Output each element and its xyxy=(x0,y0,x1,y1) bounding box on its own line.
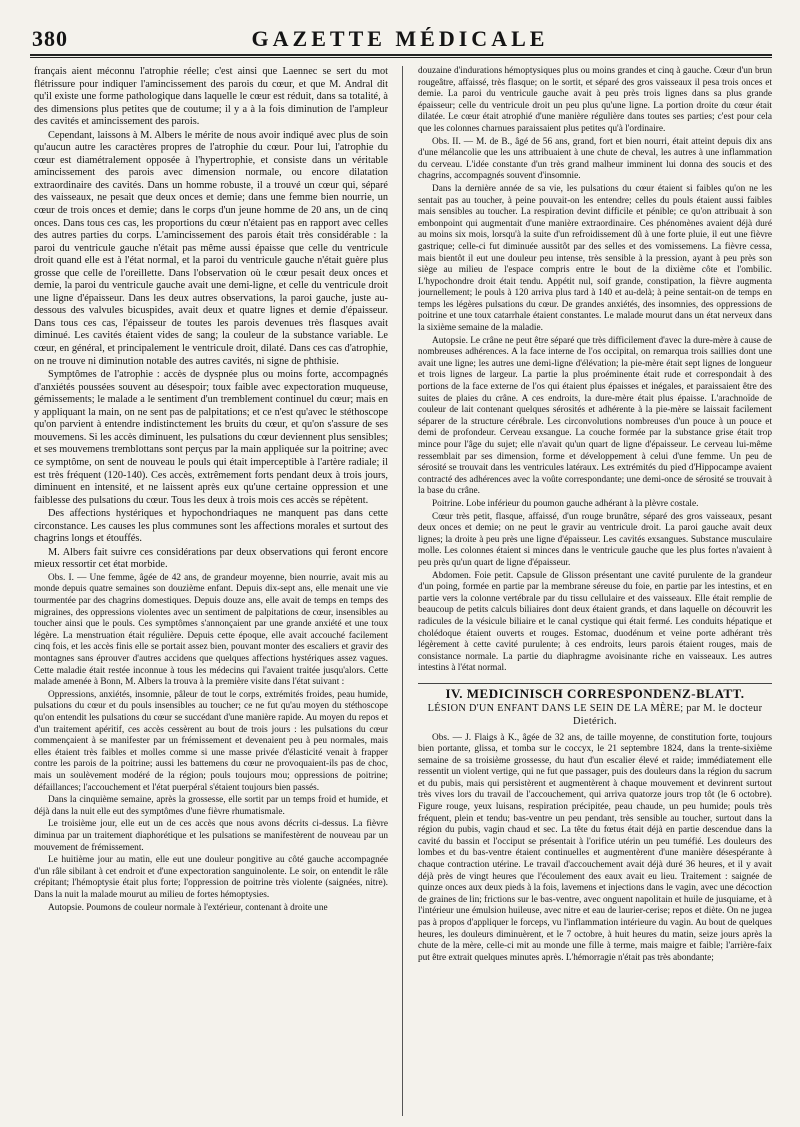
paragraph: Cependant, laissons à M. Albers le mérite de nous avoir indiqué avec plus de soin qu'aucun autre les caractères propres de l'atrophie du cœur. Pour lui, l'atrophie du cœur est diamétralement opposée à l'hypertrophie, et consiste dans un véritable amincissement des parois avec dimension normale, ou encore dilatation extraordinaire des cavités. Dans un homme robuste, il a trouvé un cœur qui, séparé des vaisseaux, ne pesait que deux onces et demie; dans une femme bien nourrie, un cœur de trois onces et demie; dans le corps d'un jeune homme de 20 ans, un de cinq onces. Dans tous ces cas, les proportions du cœur n'étaient pas en rapport avec celles des autres parties du corps. L'amincissement des parois était très considérable : la paroi du ventricule gauche n'était pas même aussi épaisse que celle du ventricule droit quand elle est à l'état normal, et la paroi du ventricule gauche n'était guère plus grosse que celle de l'oreillette. Dans l'observation où le cœur pesait deux onces et demie, la paroi du ventricule gauche avait une demi-ligne, et celle du ventricule droit une ligne d'épaisseur. Dans les deux autres observations, la paroi gauche, juste au-dessous des valvules bicuspides, avait deux et quatre lignes et demie d'épaisseur. Dans tous ces cas, l'épaisseur de toutes les parois devenues très flasques avait diminué. Les cavités étaient vides de sang; la couleur de la substance variable. Le cœur, en général, et principalement le ventricule droit, dilaté. Dans ces cas d'atrophie, on ne trouve ni diminution notable des autres cavités, ni signe de phthisie. xyxy=(34,129,388,367)
paragraph: Symptômes de l'atrophie : accès de dyspnée plus ou moins forte, accompagnés d'anxiétés poussées souvent au désespoir; toux faible avec expectoration muqueuse, gémissements; le malade a le sentiment d'un tremblement continuel du cœur; mais en y appliquant la main, on ne sent pas de palpitations; et ce n'est qu'avec le stéthoscope qu'on parvient à entendre indistinctement les bruits du cœur, et qu'on s'assure de ses mouvemens. Si les accès diminuent, les pulsations du cœur deviennent plus sensibles; et ses mouvemens tremblottans sont perçus par la main appliquée sur la poitrine; avec ce symptôme, on sent de nouveau le pouls qui était imperceptible à l'artère radiale; il est très fréquent (120-140). Ces accès, extrêmement forts pendant deux à trois jours, diminuent en intensité, et ne laissent après eux qu'une certaine oppression et une faiblesse des pulsations du cœur. Tous les deux à trois mois ces accès se répètent. xyxy=(34,369,388,506)
paragraph: Des affections hystériques et hypochondriaques ne manquent pas dans cette circonstance. Les causes les plus communes sont les affections morales et surtout des chagrins longs et étouffés. xyxy=(34,508,388,545)
paragraph: français aient méconnu l'atrophie réelle; c'est ainsi que Laennec se sert du mot flétrissure pour indiquer l'amincissement des parois du cœur, et que M. Andral dit qu'il existe une forme pathologique dans laquelle le cœur est réduit, dans sa totalité, à des dimensions plus petites que de coutume; il y a à la fois diminution de l'ampleur des cavités et amincissement des parois. xyxy=(34,66,388,128)
observation-block xyxy=(418,66,772,675)
observation-paragraph: douzaine d'indurations hémoptysiques plus ou moins grandes et cinq à gauche. Cœur d'un brun rougeâtre, affaissé, très flasque; on le sortit, et séparé des gros vaisseaux il pesa trois onces et demie. La paroi du ventricule gauche avait à peu près trois lignes dans sa plus grande épaisseur; celle du ventricule droit un peu plus qu'une ligne. La portion droite du cœur était dilatée. Le cœur était atrophié d'une manière régulière dans toutes ses parties; c'est pour cela que les colonnes charnues paraissaient plus petites qu'à l'ordinaire. xyxy=(418,66,772,134)
journal-title: GAZETTE MÉDICALE xyxy=(251,26,549,51)
observation-paragraph: Le troisième jour, elle eut un de ces accès que nous avons décrits ci-dessus. La fièvre diminua par un traitement diaphorétique et les pulsations se manifestèrent de nouveau par un mouvement de frémissement. xyxy=(34,819,388,853)
left-column xyxy=(34,66,388,1118)
page-number: 380 xyxy=(32,26,68,51)
observation-paragraph: Obs. — J. Flaigs à K., âgée de 32 ans, de taille moyenne, de constitution forte, toujours bien portante, glissa, et tomba sur le coccyx, le 21 septembre 1824, dans la trente-sixième semaine de sa troisième grossesse, du haut d'un escalier élevé et raide; immédiatement elle ressentit un violent vertige, qui ne fut que passager, puis des douleurs dans la région du sacrum et du pubis, mais qui persistèrent et augmentèrent à chaque mouvement et devinrent surtout très vives lors du travail de l'accouchement, qui arriva quatorze jours trop tôt (le 6 octobre). Figure rouge, yeux luisans, respiration précipitée, peau chaude, un peu humide; pouls très fréquent, plein et tendu; bas-ventre un peu pendant, très sensible au toucher, surtout dans la région du pubis, vagin chaud et sec. La tête du fœtus était déjà en partie descendue dans la cavité du bassin et l'occiput se présentait à l'orifice utérin un peu tuméfié. Les douleurs des lombes et du bas-ventre étaient continuelles et augmentèrent d'une manière désespérante à chaque contraction utérine. Le travail d'accouchement avait déjà duré 36 heures, et il y avait déjà près de vingt heures que l'écoulement des eaux avait eu lieu. Traitement : saignée de quinze onces aux deux pieds à la fois, lavemens et injections dans le vagin, avec une décoction de graines de lin; frictions sur le bas-ventre, avec onguent napolitain et huile de jusquiame, et à l'intérieur une émulsion huileuse, avec nitre et eau de laurier-cerise; repos et diète. On ne jugea pas à propos d'appliquer le forceps, vu l'inflammation intérieure du vagin. Au bout de quelques heures, les douleurs diminuèrent, et le 7 octobre, à huit heures du matin, seize jours après la chute de la mère, celle-ci mit au monde une fille à terme, mais maigre et faible; l'arrière-faix put être extrait quelques minutes après. L'hémorragie n'était pas très abondante; xyxy=(418,732,772,963)
observation-paragraph: Dans la cinquième semaine, après la grossesse, elle sortit par un temps froid et humide, et déjà dans la nuit elle eut des symptômes d'une fièvre rhumatismale. xyxy=(34,795,388,817)
observation-paragraph: Obs. II. — M. de B., âgé de 56 ans, grand, fort et bien nourri, était atteint depuis dix ans d'une mélancolie que les uns attribuaient à une chute de cheval, les autres à une inflammation du cerveau. L'idée constante d'un très grand malheur imminent lui donna des soucis et des chagrins, accompagnés souvent d'insomnie. xyxy=(418,136,772,182)
observation-paragraph: Dans la dernière année de sa vie, les pulsations du cœur étaient si faibles qu'on ne les sentait pas au toucher, à peine pouvait-on les entendre; celles du pouls étaient aussi faibles mais sensibles au toucher. La respiration devint difficile et pénible; ce qu'on attribuait à son embonpoint qui augmentait d'une manière extraordinaire. Ces phénomènes avaient déjà duré au moins six mois, lorsqu'à la suite d'un refroidissement dû à une forte pluie, il eut une fièvre gastrique; celle-ci fut diminuée aussitôt par des selles et des vomissemens. La fièvre cessa, mais bientôt il eut une douleur peu intense, très sensible à la pression, ayant à peu près son siège au milieu de l'espace compris entre le bout de la dixième côte et l'ombilic. L'hypochondre droit était tendu. Appétit nul, soif grande, constipation, la fièvre augmenta journellement; le pouls à 120 arriva plus tard à 140 et au-delà; à peine sentait-on de temps en temps les légères pulsations du cœur. De grandes anxiétés, des insomnies, des oppressions de poitrine et une toux catarrhale étaient constantes. Le malade mourut dans un état nerveux dans la sixième semaine de la maladie. xyxy=(418,183,772,334)
paragraph: M. Albers fait suivre ces considérations par deux observations qui feront encore mieux ressortir cet état morbide. xyxy=(34,546,388,571)
observation-paragraph: Oppressions, anxiétés, insomnie, pâleur de tout le corps, extrémités froides, peau humide, pulsations du cœur et du pouls insensibles au toucher; ce ne fut qu'au moyen du stéthoscope qu'on entendit les pulsations du cœur se succédant d'une manière rapide. Au moyen du repos et d'un traitement apéritif, ces accès cessèrent au bout de trois jours : les pulsations du cœur commençaient à se manifester par un frémissement et devenaient peu à peu normales, mais elles étaient très faibles et molles comme si une masse privée d'élasticité venait à frapper contre les parois de la poitrine; aussi les battemens du cœur ne provoquaient-ils pas de choc, mais un soulèvement modéré de la région; pouls toujours mou; oppressions de poitrine; défaillances; l'accouchement et l'état puerpéral s'étaient toujours bien passés. xyxy=(34,689,388,793)
observation-paragraph: Autopsie. Le crâne ne peut être séparé que très difficilement d'avec la dure-mère à cause de nombreuses adhérences. A la face interne de l'os occipital, on remarqua trois saillies dont une avait une ligne; les autres une demi-ligne d'élévation; la pie-mère était sept lignes de longueur et trois lignes de largeur. La partie la plus proéminente était rude et correspondait à des portions de la face externe de l'os qui étaient plus épaisses et inégales, et paraissaient être des suites de plaies du crâne. A ces endroits, la dure-mère était plus épaisse. L'arachnoïde de couleur de lait contenant quelques sérosités et adhérente à la pie-mère se laissait facilement séparer de la structure cérébrale. Les circonvolutions nombreuses d'un pouce à un pouce et demi de profondeur. Cerveau exsangue. La couche formée par la substance grise était trop mince pour l'âge du sujet; elle n'avait qu'un quart de ligne d'épaisseur. Le cerveau lui-même ressemblait par ses dimension, forme et développement à celui d'une femme. Un peu de sérosité se trouvait dans les ventricules latéraux. Les extrémités du pied d'Hippocampe avaient contracté des adhérences avec la voûte correspondante; une demi-once de sérosité se trouvait à la base du crâne. xyxy=(418,335,772,497)
header-rule-thin xyxy=(30,57,772,58)
column-divider xyxy=(402,66,403,1116)
observation-paragraph: Abdomen. Foie petit. Capsule de Glisson présentant une cavité purulente de la grandeur d'un poing, formée en partie par la membrane séreuse du foie, en partie par les intestins, et en partie vers la colonne vertébrale par du tissu cellulaire et des vaisseaux. Elle était remplie de beaucoup de petits calculs biliaires dont deux étaient grands, et dans laquelle on découvrit les radicules de la vésicule biliaire et le canal cystique qui était fermé. Les conduits hépatique et cholédoque étaient ouverts et rouges. Estomac, duodénum et veine porte adhérant très légèrement à cette cavité purulente; à ces endroits, leurs parois étaient rouges, mais de consistance normale. La partie du diaphragme avoisinante riche en vaisseaux. Les autres intestins à l'état normal. xyxy=(418,570,772,674)
observation-paragraph: Autopsie. Poumons de couleur normale à l'extérieur, contenant à droite une xyxy=(48,902,328,913)
header-rule xyxy=(30,54,772,56)
article-title: LÉSION D'UN ENFANT DANS LE SEIN DE LA MÈRE; par M. le docteur Dietérich. xyxy=(427,703,763,727)
right-column xyxy=(418,66,772,1118)
observation-paragraph: Cœur très petit, flasque, affaissé, d'un rouge brunâtre, séparé des gros vaisseaux, pesant deux onces et demie; on ne peut le gravir au ventricule droit. La paroi gauche avait deux lignes; la droite à peu près une ligne d'épaisseur. Les cavités exsangues. Substance musculaire molle. Les colonnes étaient si minces dans le ventricule gauche que les plus fortes n'avaient à peu près qu'un quart de ligne d'épaisseur. xyxy=(418,511,772,568)
observation-block xyxy=(34,573,388,914)
observation-paragraph: Le huitième jour au matin, elle eut une douleur pongitive au côté gauche accompagnée d'un râle sibilant à cet endroit et d'une expectoration sanguinolente. Le soir, on entendit le râle crépitant; l'hémoptysie était plus forte; l'oppression de poitrine très violente (saignées, nitre). Dans la nuit la malade mourut au milieu de fortes hémoptysies. xyxy=(34,855,388,900)
observation-block xyxy=(418,733,772,965)
section-heading: IV. MEDICINISCH CORRESPONDENZ-BLATT. xyxy=(418,683,772,701)
observation-paragraph: Obs. I. — Une femme, âgée de 42 ans, de grandeur moyenne, bien nourrie, avait mis au monde depuis quatre semaines son douzième enfant. Depuis dix-sept ans, elle menait une vie tourmentée par des chagrins domestiques. Depuis douze ans, elle avait de temps en temps des migraines, des oppressions violentes avec un sentiment de palpitations de cœur, insensibles au toucher ainsi que le pouls. Ces symptômes s'annonçaient par une grande anxiété et une toux légère. La menstruation était régulière. Depuis cette époque, elle avait accouché facilement cinq fois, et les accès finis elle se portait assez bien, pouvant monter des escaliers et gravir des montagnes sans éprouver d'autres accidens que quelques affections hystériques assez vagues. Cette maladie était restée inconnue à tous les médecins qui l'avaient traitée jusqu'alors. Cette malade amenée à Bonn, M. Albers la trouva à la première visite dans l'état suivant : xyxy=(34,572,388,688)
observation-paragraph: Poitrine. Lobe inférieur du poumon gauche adhérant à la plèvre costale. xyxy=(432,498,699,509)
